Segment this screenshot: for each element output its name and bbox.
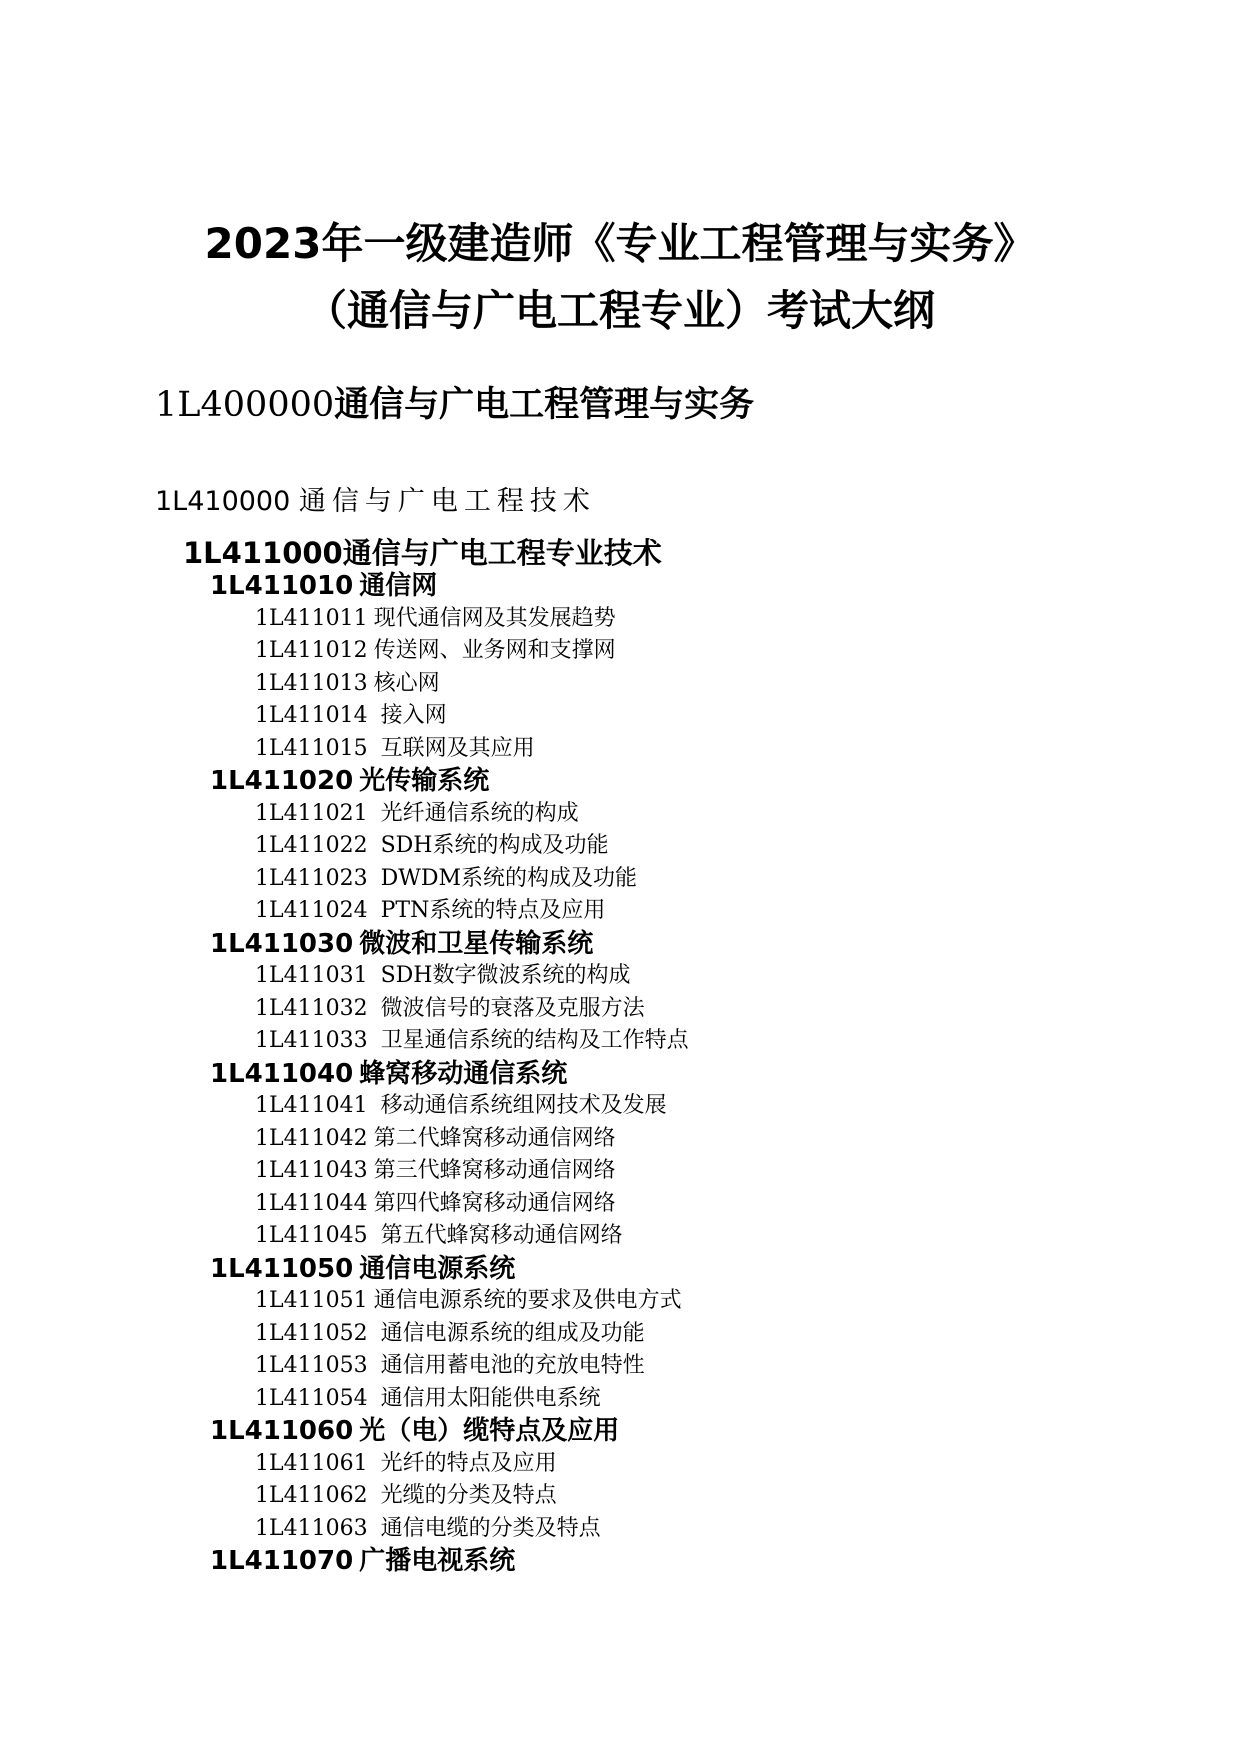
topic-code: 1L411062: [255, 1483, 368, 1508]
subsection-code: 1L411030: [210, 928, 354, 959]
subsection-heading: [0, 1415, 1240, 1448]
topic-item: [0, 1318, 1240, 1351]
subsection-heading: [0, 928, 1240, 961]
topic-title: SDH系统的构成及功能: [373, 833, 609, 858]
subsection-code: 1L411060: [210, 1416, 354, 1446]
subsection-title: 光传输系统: [359, 766, 490, 796]
topic-code: 1L411043: [255, 1158, 368, 1183]
subsection-code: 1L411020: [210, 766, 354, 796]
subsection-heading: [0, 1253, 1240, 1286]
topic-code: 1L411012: [255, 638, 368, 663]
subsection-title: 微波和卫星传输系统: [359, 928, 594, 959]
section-code: 1L411000: [183, 536, 343, 570]
part-heading: [155, 385, 755, 425]
topic-item: [0, 863, 1240, 896]
topic-code: 1L411023: [255, 865, 368, 891]
chapter-title: 通信与广电工程技术: [298, 486, 596, 517]
subsection-title: 广播电视系统: [359, 1546, 516, 1576]
topic-title: 第四代蜂窝移动通信网络: [373, 1190, 616, 1216]
topic-code: 1L411041: [255, 1093, 368, 1118]
topic-title: SDH数字微波系统的构成: [373, 963, 631, 988]
topic-title: 传送网、业务网和支撑网: [373, 638, 616, 663]
topic-code: 1L411051: [255, 1288, 368, 1313]
topic-code: 1L411045: [255, 1223, 368, 1248]
topic-title: 第二代蜂窝移动通信网络: [373, 1125, 616, 1151]
topic-item: [0, 635, 1240, 668]
topic-code: 1L411044: [255, 1190, 368, 1216]
topic-code: 1L411032: [255, 995, 368, 1021]
topic-item: [0, 1513, 1240, 1546]
topic-title: 现代通信网及其发展趋势: [373, 605, 616, 631]
topic-item: [0, 1188, 1240, 1221]
topic-title: 光纤的特点及应用: [373, 1450, 557, 1476]
topic-code: 1L411052: [255, 1320, 368, 1346]
subsection-title: 光（电）缆特点及应用: [359, 1416, 620, 1446]
topic-code: 1L411042: [255, 1125, 368, 1151]
topic-item: [0, 895, 1240, 928]
topic-code: 1L411053: [255, 1353, 368, 1378]
topic-code: 1L411021: [255, 800, 368, 826]
subsection-title: 蜂窝移动通信系统: [359, 1058, 568, 1089]
topic-code: 1L411024: [255, 898, 368, 923]
topic-code: 1L411022: [255, 833, 368, 858]
section-heading: [183, 536, 662, 570]
subsection-code: 1L411050: [210, 1253, 354, 1284]
topic-title: 移动通信系统组网技术及发展: [373, 1093, 667, 1118]
topic-code: 1L411033: [255, 1028, 368, 1053]
topic-title: 光纤通信系统的构成: [373, 800, 579, 826]
chapter-code: 1L410000: [155, 486, 291, 517]
topic-item: [0, 1220, 1240, 1253]
section-title: 通信与广电工程专业技术: [342, 536, 662, 570]
subsection-title: 通信电源系统: [359, 1253, 516, 1284]
topic-item: [0, 993, 1240, 1026]
topic-item: [0, 1350, 1240, 1383]
part-title: 通信与广电工程管理与实务: [334, 385, 755, 425]
topic-title: 通信用蓄电池的充放电特性: [373, 1353, 645, 1378]
topic-item: [0, 798, 1240, 831]
topic-code: 1L411013: [255, 670, 368, 696]
topic-item: [0, 1383, 1240, 1416]
chapter-heading: [155, 488, 596, 515]
topic-code: 1L411015: [255, 735, 368, 761]
topic-item: [0, 1285, 1240, 1318]
subsection-heading: [0, 570, 1240, 603]
topic-title: 微波信号的衰落及克服方法: [373, 995, 645, 1021]
topic-title: 通信电源系统的组成及功能: [373, 1320, 645, 1346]
subsection-title: 通信网: [359, 571, 438, 601]
topic-title: DWDM系统的构成及功能: [373, 865, 638, 891]
topic-title: 互联网及其应用: [373, 735, 535, 761]
topic-title: 第五代蜂窝移动通信网络: [373, 1223, 623, 1248]
topic-item: [0, 1155, 1240, 1188]
document-title-line-1: 2023年一级建造师《专业工程管理与实务》: [204, 219, 1036, 268]
part-code: 1L400000: [155, 385, 335, 425]
topic-title: 第三代蜂窝移动通信网络: [373, 1158, 616, 1183]
topic-item: [0, 1025, 1240, 1058]
topic-title: 通信用太阳能供电系统: [373, 1385, 601, 1411]
topic-title: 核心网: [373, 670, 440, 696]
topic-title: 通信电源系统的要求及供电方式: [373, 1288, 682, 1313]
topic-title: PTN系统的特点及应用: [373, 898, 606, 923]
topic-item: [0, 830, 1240, 863]
subsection-heading: [0, 1058, 1240, 1091]
topic-title: 光缆的分类及特点: [373, 1483, 557, 1508]
topic-item: [0, 700, 1240, 733]
topic-code: 1L411054: [255, 1385, 368, 1411]
topic-item: [0, 960, 1240, 993]
document-title-line-2: （通信与广电工程专业）考试大纲: [304, 286, 935, 335]
topic-item: [0, 603, 1240, 636]
outline-list: [0, 570, 1240, 1578]
topic-code: 1L411011: [255, 605, 368, 631]
topic-code: 1L411031: [255, 963, 368, 988]
topic-code: 1L411063: [255, 1515, 368, 1541]
topic-item: [0, 1448, 1240, 1481]
topic-item: [0, 733, 1240, 766]
topic-item: [0, 1123, 1240, 1156]
subsection-heading: [0, 1545, 1240, 1578]
topic-title: 卫星通信系统的结构及工作特点: [373, 1028, 689, 1053]
subsection-code: 1L411070: [210, 1546, 354, 1576]
topic-title: 通信电缆的分类及特点: [373, 1515, 601, 1541]
topic-item: [0, 668, 1240, 701]
subsection-code: 1L411010: [210, 571, 354, 601]
topic-item: [0, 1480, 1240, 1513]
topic-item: [0, 1090, 1240, 1123]
topic-code: 1L411061: [255, 1450, 368, 1476]
subsection-heading: [0, 765, 1240, 798]
subsection-code: 1L411040: [210, 1058, 354, 1089]
topic-code: 1L411014: [255, 703, 368, 728]
topic-title: 接入网: [373, 703, 447, 728]
